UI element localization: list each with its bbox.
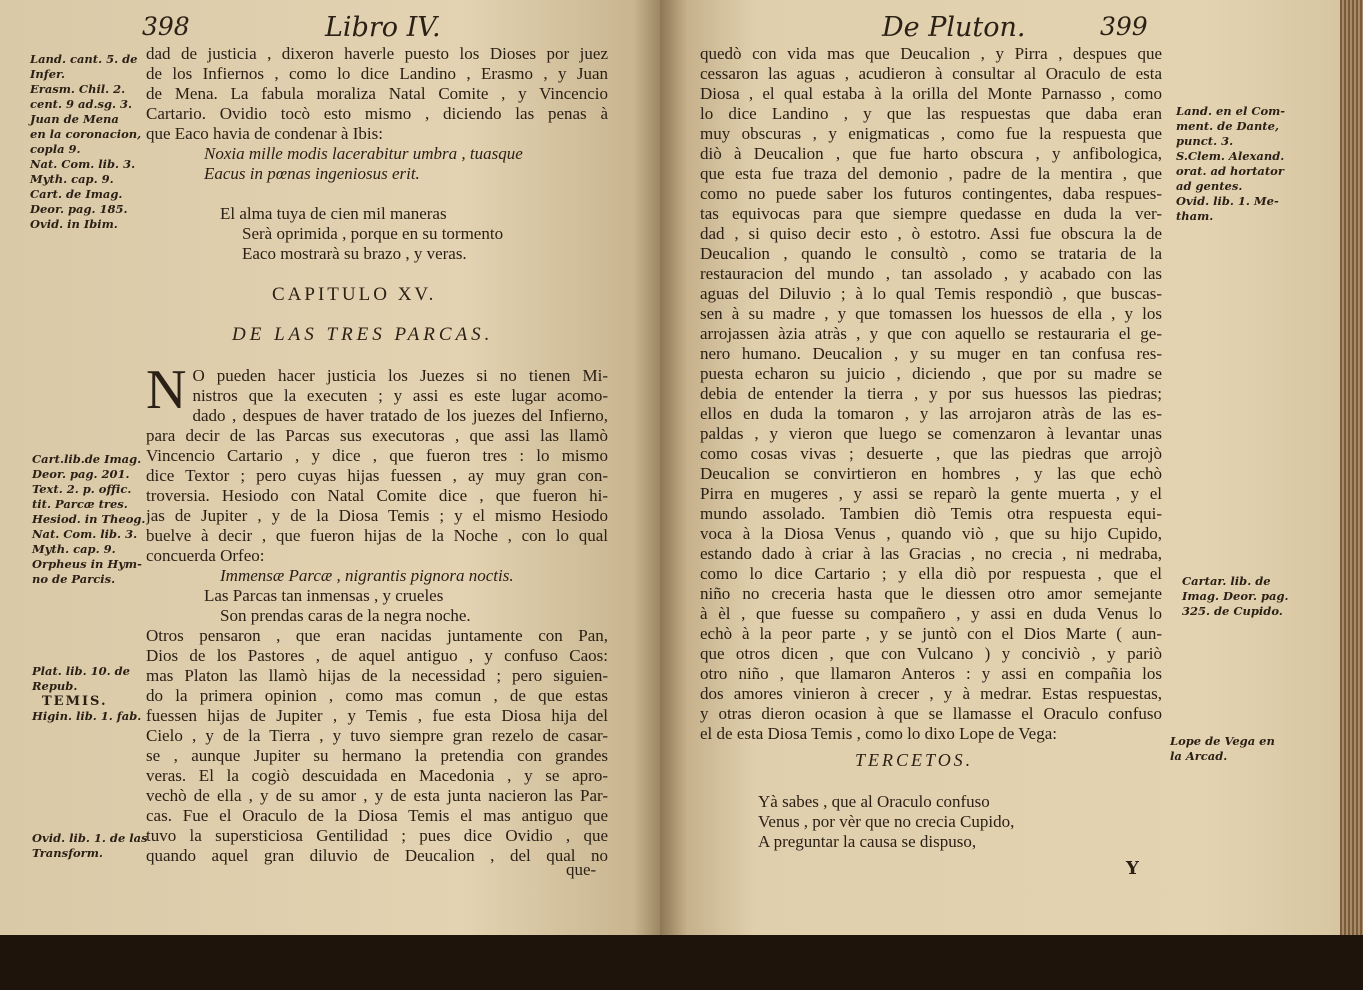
- margin-note-line: Plat. lib. 10. de: [32, 664, 130, 678]
- margin-note-line: Cartar. lib. de: [1182, 574, 1271, 588]
- text-line: nero humano. Deucalion , y su muger en tan confusa res-: [700, 344, 1162, 363]
- text-line: que esta fue traza del demonio , padre de la mentira , que: [700, 164, 1162, 183]
- text-line: que Eaco havia de condenar à Ibis:: [146, 124, 383, 143]
- text-line: Eacus in pœnas ingeniosus erit.: [204, 164, 420, 183]
- text-line: dad de justicia , dixeron haverle puesto los Dioses por juez: [146, 44, 608, 63]
- text-line: voca à la Diosa Venus , quando viò , que su hijo Cupido,: [700, 524, 1162, 543]
- text-line: quedò con vida mas que Deucalion , y Pirra , despues que: [700, 44, 1162, 63]
- margin-note-line: Repub.: [32, 679, 78, 693]
- text-line: como lo dice Cartario ; y ella diò por respuesta , que el: [700, 564, 1162, 583]
- margin-note-line: la Arcad.: [1170, 749, 1228, 763]
- text-line: nistros que la executen ; y assi es este lugar acomo-: [192, 386, 608, 405]
- text-line: ellos en duda la tomaron , y las arrojaron atràs de las es-: [700, 404, 1162, 423]
- text-line: lo dice Landino , y que las respuestas que daba eran: [700, 104, 1162, 123]
- verse-line: A preguntar la causa se dispuso,: [758, 832, 977, 851]
- text-line: como no puede saber los futuros contingentes, daba respues-: [700, 184, 1162, 203]
- left-text-block-1: [146, 44, 608, 264]
- text-line: que otros dicen , que con Vulcano ) y conciviò , y pariò: [700, 644, 1162, 663]
- text-line: sen à su madre , y que tomassen los huessos de ella , y los: [700, 304, 1162, 323]
- text-line: jas de Jupiter , y de la Diosa Temis ; y el mismo Hesiodo: [146, 506, 608, 525]
- margin-note-line: tham.: [1176, 209, 1214, 223]
- text-line: dos amores vinieron à crecer , y à medrar. Estas respuestas,: [700, 684, 1162, 703]
- text-line: muy obscuras , y enigmaticas , como fue la respuesta que: [700, 124, 1162, 143]
- margin-note-left-3: [32, 664, 141, 724]
- margin-note-line: Land. cant. 5. de: [30, 52, 138, 66]
- running-head-left: Libro IV.: [325, 12, 441, 43]
- text-line: cessaron las aguas , acudieron à consultar al Oraculo de esta: [700, 64, 1162, 83]
- text-line: paldas , y vieron que luego se comenzaron à levantar unas: [700, 424, 1162, 443]
- verse-line: Venus , por vèr que no crecia Cupido,: [758, 812, 1015, 831]
- text-line: Deucalion se convirtieron en hombres , y las que echò: [700, 464, 1162, 483]
- margin-note-line: Higin. lib. 1. fab.: [32, 709, 142, 723]
- margin-note-left-1: [30, 52, 141, 232]
- chapter-subtitle: DE LAS TRES PARCAS.: [232, 324, 494, 345]
- margin-note-right-3: [1170, 734, 1275, 764]
- drop-cap: N: [146, 359, 187, 421]
- margin-note-line: Infer.: [30, 67, 66, 81]
- margin-note-line: copla 9.: [30, 142, 81, 156]
- text-line: Eaco mostrarà su brazo , y veras.: [242, 244, 467, 263]
- text-line: Vincencio Cartario , y dice , que fueron tres : lo mismo: [146, 446, 608, 465]
- text-line: estando dado à criar à las Gracias , no crecia , ni medraba,: [700, 544, 1162, 563]
- text-line: diò à Deucalion , que fue harto obscura , y anfibologica,: [700, 144, 1162, 163]
- text-line: niño no creceria hasta que le diessen otro amor semejante: [700, 584, 1162, 603]
- margin-note-left-2: [32, 452, 145, 587]
- margin-note-line: Juan de Mena: [30, 112, 119, 126]
- margin-note-line: Lope de Vega en: [1170, 734, 1275, 748]
- margin-note-left-4: [32, 831, 148, 861]
- margin-note-line: Text. 2. p. offic.: [32, 482, 132, 496]
- margin-note-line: ad gentes.: [1176, 179, 1243, 193]
- text-line: troversia. Hesiodo con Natal Comite dice , que fueron hi-: [146, 486, 608, 505]
- page-number-left: 398: [142, 12, 190, 41]
- text-line: tas equivocas para que siempre quedasse en duda la ver-: [700, 204, 1162, 223]
- text-line: do la primera opinion , como mas comun , de que estas: [146, 686, 608, 705]
- text-line: echò à la peor parte , y se juntò con el Dios Marte ( aun-: [700, 624, 1162, 643]
- book-page-edges: [1340, 0, 1363, 935]
- margin-note-line: punct. 3.: [1176, 134, 1234, 148]
- text-line: aguas del Diluvio ; à lo qual Temis respondiò , que buscas-: [700, 284, 1162, 303]
- text-line: el de esta Diosa Temis , como lo dixo Lope de Vega:: [700, 724, 1057, 743]
- text-line: Serà oprimida , porque en su tormento: [242, 224, 504, 243]
- text-line: Deucalion , quando le consultò , como se trataria de la: [700, 244, 1162, 263]
- text-line: Dios de los Pastores , de aquel antiguo , y confuso Caos:: [146, 646, 608, 665]
- margin-note-line: Myth. cap. 9.: [32, 542, 116, 556]
- text-line: como cosas vivas ; desuerte , que las piedras que arrojò: [700, 444, 1162, 463]
- signature-mark: Y: [1126, 858, 1139, 879]
- text-line: Son prendas caras de la negra noche.: [220, 606, 471, 625]
- text-line: Cartario. Ovidio tocò esto mismo , diciendo las penas à: [146, 104, 608, 123]
- table-surface: [0, 935, 1363, 990]
- margin-note-line: Ovid. in Ibim.: [30, 217, 118, 231]
- text-line: arrojassen àzia atràs , y que con aquello se restauraria el ge-: [700, 324, 1162, 343]
- text-line: fuessen hijas de Jupiter , y Temis , fue esta Diosa hija del: [146, 706, 608, 725]
- margin-note-line: Imag. Deor. pag.: [1182, 589, 1289, 603]
- text-line: restauracion del mundo , tan assolado , y acabado con las: [700, 264, 1162, 283]
- text-line: Immensæ Parcæ , nigrantis pignora noctis.: [220, 566, 514, 585]
- text-line: [146, 184, 608, 204]
- margin-note-line: Nat. Com. lib. 3.: [30, 157, 136, 171]
- margin-note-line: Hesiod. in Theog.: [32, 512, 146, 526]
- margin-note-right-1: [1176, 104, 1285, 224]
- margin-note-line: Cart.lib.de Imag.: [32, 452, 142, 466]
- margin-note-line: Orpheus in Hym-: [32, 557, 142, 571]
- margin-note-line: Ovid. lib. 1. Me-: [1176, 194, 1279, 208]
- text-line: y otras dieron ocasion à que se llamasse el Oraculo confuso: [700, 704, 1162, 723]
- margin-note-line: en la coronacion,: [30, 127, 142, 141]
- margin-note-right-2: [1182, 574, 1289, 619]
- text-line: quando aquel gran diluvio de Deucalion , del qual no: [146, 846, 608, 865]
- margin-note-line: 325. de Cupido.: [1182, 604, 1283, 618]
- margin-note-line: ment. de Dante,: [1176, 119, 1279, 133]
- margin-note-line: cent. 9 ad.sg. 3.: [30, 97, 133, 111]
- text-line: Diosa , el qual estaba à la orilla del Monte Parnasso , como: [700, 84, 1162, 103]
- text-line: puesta echaron su juicio , diciendo , que por su madre se: [700, 364, 1162, 383]
- margin-note-line: Myth. cap. 9.: [30, 172, 114, 186]
- running-head-right: De Pluton.: [882, 12, 1026, 43]
- text-line: de los Infiernos , como lo dice Landino , Erasmo , y Juan: [146, 64, 608, 83]
- margin-note-line: tit. Parcæ tres.: [32, 497, 128, 511]
- text-line: buelve à decir , que fueron hijas de la Noche , con lo qual: [146, 526, 608, 545]
- margin-note-line: Cart. de Imag.: [30, 187, 123, 201]
- verse-line: Yà sabes , que al Oraculo confuso: [758, 792, 990, 811]
- margin-note-line: Erasm. Chil. 2.: [30, 82, 126, 96]
- text-line: Otros pensaron , que eran nacidas juntamente con Pan,: [146, 626, 608, 645]
- text-line: veras. El la cogiò descuidada en Macedonia , y se apro-: [146, 766, 608, 785]
- text-line: dado , despues de haver tratado de los juezes del Infierno,: [192, 406, 608, 425]
- section-title: TERCETOS.: [855, 750, 974, 770]
- chapter-title: CAPITULO XV.: [272, 284, 437, 305]
- text-line: concuerda Orfeo:: [146, 546, 265, 565]
- left-text-block-2: [146, 359, 608, 866]
- text-line: Las Parcas tan inmensas , y crueles: [204, 586, 444, 605]
- right-page: [660, 0, 1340, 935]
- text-line: se , aunque Jupiter su hermano la pretendia con grandes: [146, 746, 608, 765]
- text-line: cas. Fue el Oraculo de la Diosa Temis el mas antiguo que: [146, 806, 608, 825]
- left-page: [0, 0, 660, 935]
- catchword: que-: [566, 860, 597, 879]
- text-line: O pueden hacer justicia los Juezes si no tienen Mi-: [192, 366, 608, 385]
- text-line: debia de entender la tierra , y por sus huessos las piedras;: [700, 384, 1162, 403]
- text-line: Cielo , y de la Tierra , y tuvo siempre gran rezelo de casar-: [146, 726, 608, 745]
- text-line: mas Platon las llamò hijas de la necessidad ; pero siguien-: [146, 666, 608, 685]
- margin-note-line: orat. ad hortator: [1176, 164, 1284, 178]
- text-line: Pirra en mugeres , y assi se reparò la gente muerta , y el: [700, 484, 1162, 503]
- text-line: à èl , que fuesse su compañero , y assi en duda Venus lo: [700, 604, 1162, 623]
- margin-note-line: Deor. pag. 185.: [30, 202, 128, 216]
- margin-note-line: Ovid. lib. 1. de las: [32, 831, 148, 845]
- text-line: tuvo la supersticiosa Gentilidad ; pues dice Ovidio , que: [146, 826, 608, 845]
- text-line: Noxia mille modis lacerabitur umbra , tuasque: [204, 144, 523, 163]
- right-text-block-1: [700, 44, 1162, 744]
- margin-note-line: Transform.: [32, 846, 103, 860]
- margin-note-line: TEMIS.: [42, 694, 108, 709]
- margin-note-line: Deor. pag. 201.: [32, 467, 130, 481]
- page-number-right: 399: [1100, 12, 1148, 41]
- margin-note-line: Land. en el Com-: [1176, 104, 1286, 118]
- text-line: de Mena. La fabula moraliza Natal Comite , y Vincencio: [146, 84, 608, 103]
- text-line: para decir de las Parcas sus executoras , que assi las llamò: [146, 426, 608, 445]
- margin-note-line: no de Parcis.: [32, 572, 116, 586]
- margin-note-line: S.Clem. Alexand.: [1176, 149, 1285, 163]
- margin-note-line: Nat. Com. lib. 3.: [32, 527, 138, 541]
- text-line: dad , si quiso decir esto , ò estotro. Assi fue obscura la de: [700, 224, 1162, 243]
- text-line: El alma tuya de cien mil maneras: [220, 204, 447, 223]
- text-line: mundo assolado. Tambien diò Temis otra respuesta equi-: [700, 504, 1162, 523]
- text-line: vechò de ella , y de su amor , y de esta junta nacieron las Par-: [146, 786, 608, 805]
- text-line: dice Textor ; pero cuyas hijas fuessen , ay muy gran con-: [146, 466, 608, 485]
- text-line: otro niño , que llamaron Anteros : y assi en compañia los: [700, 664, 1162, 683]
- right-text-block-2: [758, 792, 1138, 852]
